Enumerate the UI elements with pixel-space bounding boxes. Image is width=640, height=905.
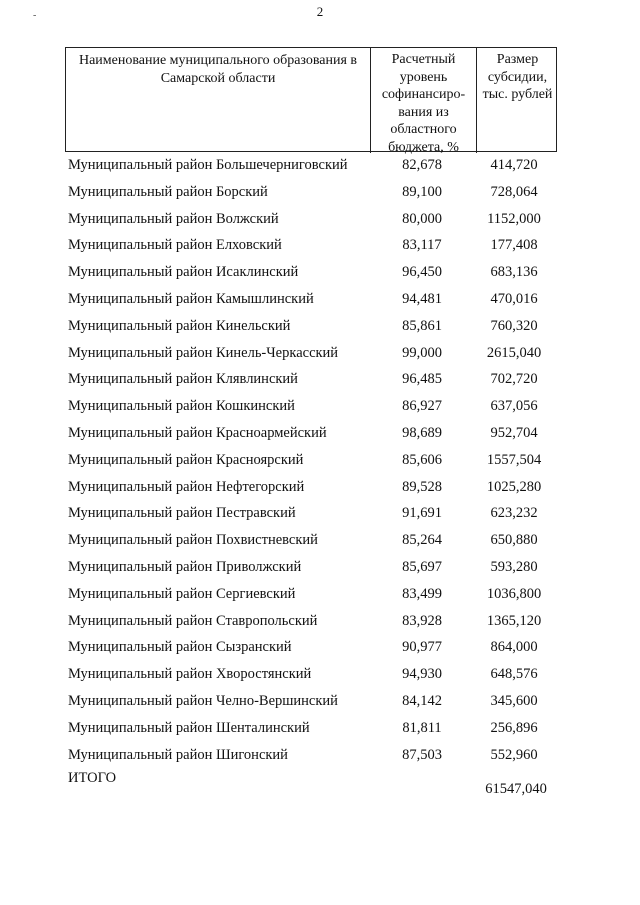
municipality-name: Муниципальный район Красноармейский — [68, 424, 327, 441]
subsidy-amount: 1152,000 — [487, 210, 541, 227]
municipality-name: Муниципальный район Большечерниговский — [68, 157, 348, 173]
table-row — [0, 527, 640, 554]
header-municipality: Наименование муниципального образования в Самарской области — [78, 53, 358, 86]
cofinancing-rate: 85,861 — [402, 317, 442, 334]
subsidy-amount: 864,000 — [490, 639, 538, 656]
municipality-name: Муниципальный район Сергиевский — [68, 585, 296, 602]
table-row — [0, 286, 640, 313]
table-row — [0, 554, 640, 581]
table-row — [0, 366, 640, 393]
subsidy-amount: 256,896 — [490, 719, 538, 736]
table-row — [0, 715, 640, 742]
cofinancing-rate: 84,142 — [402, 692, 442, 709]
cofinancing-rate: 94,481 — [402, 290, 442, 307]
cofinancing-rate: 81,811 — [402, 719, 442, 736]
municipality-name: Муниципальный район Хворостянский — [68, 666, 312, 683]
municipality-name: Муниципальный район Красноярский — [68, 451, 304, 468]
cofinancing-rate: 83,117 — [402, 237, 442, 254]
table-row — [0, 393, 640, 420]
table-row — [0, 420, 640, 447]
cofinancing-rate: 91,691 — [402, 505, 442, 522]
municipality-name: Муниципальный район Шигонский — [68, 746, 288, 763]
table-row — [0, 206, 640, 233]
cofinancing-rate: 99,000 — [402, 344, 442, 361]
subsidy-amount: 1025,280 — [486, 478, 542, 495]
subsidy-amount: 760,320 — [490, 317, 538, 334]
municipality-name: Муниципальный район Камышлинский — [68, 290, 314, 307]
subsidy-amount: 552,960 — [490, 746, 538, 763]
subsidy-amount: 683,136 — [490, 264, 538, 281]
municipality-name: Муниципальный район Похвистневский — [68, 532, 318, 549]
cofinancing-rate: 83,928 — [402, 612, 442, 629]
table-row — [0, 661, 640, 688]
cofinancing-rate: 94,930 — [402, 666, 442, 683]
table-body — [0, 152, 640, 768]
municipality-name: Муниципальный район Пестравский — [68, 505, 296, 522]
table-row — [0, 742, 640, 769]
municipality-name: Муниципальный район Челно-Вершинский — [68, 692, 338, 709]
subsidy-amount: 177,408 — [490, 237, 538, 254]
table-row — [0, 259, 640, 286]
cofinancing-rate: 89,100 — [402, 183, 442, 200]
scan-mark: - — [33, 10, 37, 21]
subsidy-amount: 1036,800 — [486, 585, 542, 602]
subsidy-amount: 1365,120 — [486, 612, 542, 629]
cofinancing-rate: 82,678 — [402, 157, 442, 173]
table-row — [0, 152, 640, 179]
municipality-name: Муниципальный район Нефтегорский — [68, 478, 305, 495]
subsidy-amount: 470,016 — [490, 290, 538, 307]
municipality-name: Муниципальный район Волжский — [68, 210, 279, 227]
subsidy-amount: 650,880 — [490, 532, 538, 549]
total-value: 61547,040 — [485, 781, 547, 797]
subsidy-amount: 648,576 — [490, 666, 538, 683]
cofinancing-rate: 96,485 — [402, 371, 442, 388]
municipality-name: Муниципальный район Кошкинский — [68, 398, 295, 415]
table-row — [0, 232, 640, 259]
header-subsidy-amount: Размер субсидии, тыс. рублей — [476, 48, 558, 153]
cofinancing-rate: 83,499 — [402, 585, 442, 602]
subsidy-amount: 952,704 — [490, 424, 538, 441]
table-row — [0, 340, 640, 367]
cofinancing-rate: 90,977 — [402, 639, 442, 656]
table-row — [0, 688, 640, 715]
municipality-name: Муниципальный район Клявлинский — [68, 371, 298, 388]
subsidy-amount: 345,600 — [490, 692, 538, 709]
municipality-name: Муниципальный район Шенталинский — [68, 719, 310, 736]
subsidy-amount: 728,064 — [490, 183, 538, 200]
municipality-name: Муниципальный район Ставропольский — [68, 612, 318, 629]
cofinancing-rate: 85,264 — [402, 532, 442, 549]
municipality-name: Муниципальный район Сызранский — [68, 639, 292, 656]
municipality-name: Муниципальный район Борский — [68, 183, 268, 200]
cofinancing-rate: 87,503 — [402, 746, 442, 763]
cofinancing-rate: 98,689 — [402, 424, 442, 441]
table-row — [0, 474, 640, 501]
municipality-name: Муниципальный район Елховский — [68, 237, 282, 254]
subsidy-amount: 414,720 — [490, 157, 538, 173]
cofinancing-rate: 80,000 — [402, 210, 442, 227]
table-row — [0, 500, 640, 527]
header-cofinancing-rate: Расчетный уровень софинансиро-вания из областного бюджета, % — [370, 48, 476, 153]
table-row — [0, 179, 640, 206]
cofinancing-rate: 89,528 — [402, 478, 442, 495]
municipality-name: Муниципальный район Кинель-Черкасский — [68, 344, 339, 361]
municipality-name: Муниципальный район Кинельский — [68, 317, 291, 334]
subsidy-amount: 637,056 — [490, 398, 538, 415]
table-header — [65, 47, 557, 155]
cofinancing-rate: 85,697 — [402, 558, 442, 575]
table-row — [0, 634, 640, 661]
subsidy-amount: 623,232 — [490, 505, 538, 522]
table-row — [0, 608, 640, 635]
table-row — [0, 447, 640, 474]
page-number: 2 — [316, 4, 324, 19]
subsidy-amount: 2615,040 — [486, 344, 542, 361]
subsidy-amount: 702,720 — [490, 371, 538, 388]
table-row — [0, 313, 640, 340]
cofinancing-rate: 96,450 — [402, 264, 442, 281]
subsidy-amount: 593,280 — [490, 558, 538, 575]
total-label: ИТОГО — [68, 770, 117, 786]
municipality-name: Муниципальный район Приволжский — [68, 558, 302, 575]
cofinancing-rate: 86,927 — [402, 398, 442, 415]
cofinancing-rate: 85,606 — [402, 451, 442, 468]
subsidy-amount: 1557,504 — [486, 451, 542, 468]
table-row — [0, 581, 640, 608]
municipality-name: Муниципальный район Исаклинский — [68, 264, 299, 281]
